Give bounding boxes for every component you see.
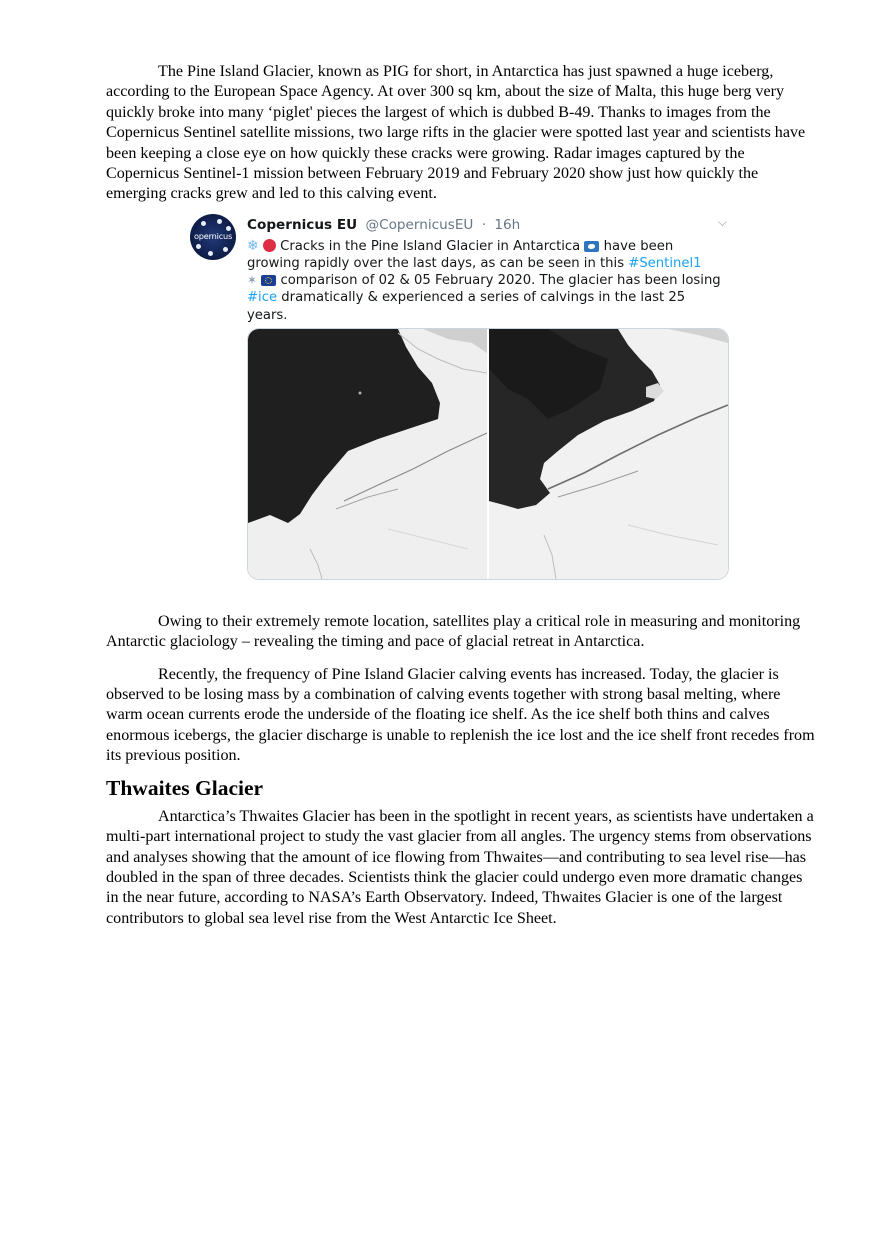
star-icon bbox=[217, 219, 222, 224]
section-heading: Thwaites Glacier bbox=[106, 775, 264, 800]
tweet-text-2: have been growing rapidly over the last days, as can be seen in this bbox=[247, 238, 674, 272]
tweet-age[interactable]: 16h bbox=[494, 216, 521, 233]
avatar[interactable] bbox=[190, 214, 236, 260]
embedded-tweet[interactable] bbox=[190, 214, 730, 612]
avatar-logo-text: opernicus bbox=[194, 230, 233, 241]
tweet-text-4: dramatically & experienced a series of calvings in the last 25 years. bbox=[247, 290, 686, 323]
tweet-author[interactable]: Copernicus EU bbox=[247, 216, 358, 233]
paragraph-remote: Owing to their extremely remote location, satellites play a critical role in measuring and monitoring Antarctic glaciology – revealing the timing and pace of glacial retreat in Antarctica. bbox=[106, 612, 801, 651]
image-panel-after[interactable] bbox=[489, 329, 728, 579]
tweet-media[interactable] bbox=[247, 328, 729, 580]
tweet-header bbox=[247, 214, 727, 233]
star-icon bbox=[201, 221, 206, 226]
tweet-text-3: comparison of 02 & 05 February 2020. The glacier has been losing bbox=[280, 273, 721, 289]
satellite-icon: ✶ bbox=[247, 273, 258, 288]
star-icon bbox=[196, 244, 201, 249]
image-panel-before[interactable] bbox=[248, 329, 487, 579]
paragraph-recent: Recently, the frequency of Pine Island Glacier calving events has increased. Today, the glacier is observed to be losing mass by a combination of calving events together with strong basal melting, where warm ocean currents erode the underside of the floating ice shelf. As the ice shelf both thins and calves enormous icebergs, the glacier discharge is unable to replenish the ice lost and the ice shelf front recedes from its previous position. bbox=[106, 665, 815, 765]
document-page bbox=[106, 62, 816, 929]
paragraph-intro: The Pine Island Glacier, known as PIG for short, in Antarctica has just spawned a huge iceberg, according to the European Space Agency. At over 300 sq km, about the size of Malta, this huge berg very quickly broke into many ‘piglet' pieces the largest of which is dubbed B-49. Thanks to images from the Copernicus Sentinel satellite missions, two large rifts in the glacier were spotted last year and scientists have been keeping a close eye on how quickly these cracks were growing. Radar images captured by the Copernicus Sentinel-1 mission between February 2019 and February 2020 show just how quickly the emerging cracks grew and led to this calving event. bbox=[106, 63, 806, 203]
antarctica-flag-icon bbox=[584, 241, 599, 252]
red-circle-icon bbox=[263, 239, 276, 252]
paragraph-thwaites: Antarctica’s Thwaites Glacier has been in the spotlight in recent years, as scientists have undertaken a multi-part international project to study the vast glacier from all angles. The urgency stems from observations and analyses showing that the amount of ice flowing from Thwaites—and contributing to sea level rise—has doubled in the span of three decades. Scientists think the glacier could undergo even more dramatic changes in the near future, according to NASA’s Earth Observatory. Indeed, Thwaites Glacier is one of the largest contributors to global sea level rise from the West Antarctic Ice Sheet. bbox=[106, 807, 814, 927]
star-icon bbox=[208, 251, 213, 256]
hashtag-sentinel1[interactable]: #Sentinel1 bbox=[628, 256, 702, 272]
tweet-handle[interactable]: @CopernicusEU bbox=[365, 216, 474, 233]
hashtag-ice[interactable]: #ice bbox=[247, 290, 278, 306]
eu-flag-icon bbox=[261, 275, 276, 286]
satellite-comparison-image[interactable] bbox=[248, 329, 728, 579]
chevron-down-icon[interactable]: ⌵ bbox=[717, 214, 727, 229]
snowflake-icon: ❄ bbox=[247, 237, 259, 254]
tweet-text bbox=[247, 238, 727, 324]
tweet-separator: · bbox=[481, 216, 487, 233]
star-icon bbox=[223, 247, 228, 252]
tweet-text-1: Cracks in the Pine Island Glacier in Antarctica bbox=[280, 238, 581, 254]
